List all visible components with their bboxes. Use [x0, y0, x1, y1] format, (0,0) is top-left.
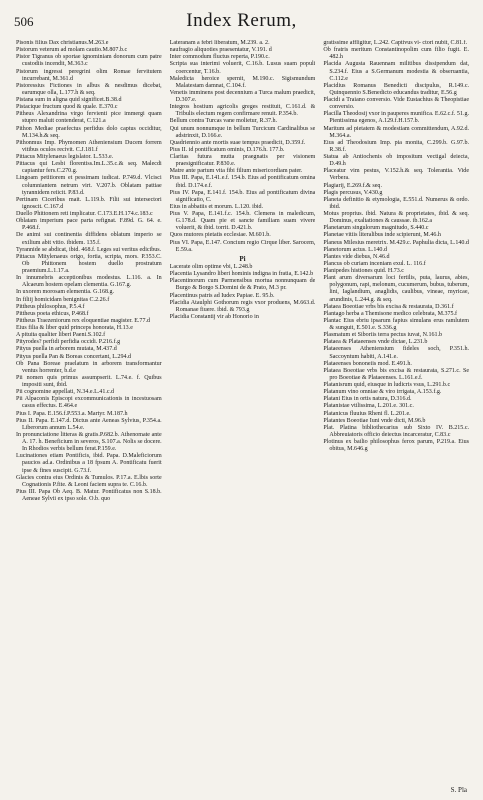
index-entry: Pius II. id pontificatum ominis, D.176.h. 177.b. [169, 146, 285, 153]
index-entry: Tyrannide se abdicat, ibid. 468.f. Leges sui veritus edicibus. [16, 246, 162, 253]
index-entry: Plataeenses bononeiis mod. E.491.h. [323, 360, 412, 367]
index-entry: Planeta definitio & etymologia, E.551.d. Numerus & ordo. ibid. [323, 196, 470, 210]
index-entry: Pius VI. Papa, E.147. Concium regio Cirque liber. Sarocem, E.59.a. [169, 239, 316, 253]
index-column-left [16, 40, 162, 778]
index-entry: Pius V. Papa, E.141.f.c. 154.b. Clemens in maledicum, G.178.d. Quam pie et sancte familiam suam vivere voluerit, & ibid. torrit. D.421.b. [169, 211, 316, 232]
index-entry: Pius I. Papa. E.156.f.P.553.a. Martyr. M.187.h [16, 410, 128, 417]
index-entry: Pithon Mediae praefectus perfidus dolo captus occiditur, M.134.h.& seq. [16, 125, 162, 139]
index-entry: Pithonmus Imp. Phymomen Atheniensium Ducem forrem vitibus oculos recivit. C.J.181.f [16, 139, 162, 153]
index-entry: Placida Augusta Rauennam militibus dissipendum dat, S.234.f. Eius a S.Germanum modestia & obseruantia, C.112.e [323, 61, 470, 82]
index-entry: Placeatur vim pestus, V.152.h.& seq. Tolerantia. Vide Verbera. [323, 168, 470, 182]
index-entry: Pii nomen quis primus assumpserit. L.74.e. f. Quibus impositi sunt, ibid. [16, 374, 162, 388]
index-entry: In innumebris acceptionibus modestus. L.116. a. In Alcaeum hostem opelam clementia. G.167.g. [16, 275, 162, 289]
index-entry: Oblatam imperium pace parta refignat. F.89d. G. 64. e. P.468.f. [16, 218, 162, 232]
index-entry: Pius IV. Papa, E.141.f. 154.b. Eius ad pontificatum divina significatio, C. [169, 189, 316, 203]
index-entry: Platantes Boeotiae Iuni vnde dicti, M.96.b [323, 417, 426, 424]
index-entry: Matre ante partum vita fibi filium misericordiam pater. [169, 168, 303, 175]
index-entry: Plotinus ex bailio philosophus ferox parum, P.219.a. Eius obitus, M.646.g [323, 439, 470, 453]
index-entry: Planetarum singulorum magnitudo, S.440.c [323, 225, 429, 232]
index-entry: Plasmatum et Siboriis terra pectus iuvat, N.161.b [323, 332, 443, 339]
index-entry: Plataea Boeotiae vrbs bis excisa & restaurata, S.271.c. Se pro Boeotiae & Plataeenses. L.161.e.f. [323, 367, 470, 381]
index-entry: Placentinorum cum Parmensibus mortua nonnunquam de Burgo & Borgo S.Domini de & Prato, M.3 pr. [169, 278, 316, 292]
index-entry: Placilla Theodosij vxor in pauperes munifica. E.62.c.f. 51.g. Pientissima egenos, A.129.f.H.157.b. [323, 111, 470, 125]
index-entry: Platanum vino omniae & viro irrigata, A.153.f.g. [323, 389, 442, 396]
index-columns [16, 40, 469, 778]
index-entry: Claritas futura mutta praegnatis per visionem praesignificatur. P.830.e. [169, 154, 316, 168]
index-entry: Pittacus qui Lesbi florentiss.Im.L.35.c.& seq. Malecdi capiantur fers.C.270.g. [16, 161, 162, 175]
index-entry: Lateranam a febri liberatum, M.239. a. 2. [169, 40, 270, 46]
section-letter: Pi [239, 254, 246, 263]
index-entry: Placidi a Traiano conversio. Vide Eustachius & Theopistiae conversio. [323, 97, 470, 111]
index-entry: Pertinam Ciceribus mait. L.119.b. Filii sui intersectori ignoscit. C.167.d [16, 196, 162, 210]
index-entry: Integros hostium agricolis greges restituit, C.161.d. & Tribulis electum regem confirmare renuit. P.354.b. [169, 104, 316, 118]
index-entry: Inter commodum fluctus reperta, P.190.c. [169, 54, 270, 61]
index-entry: Pittheus poeta ethicus, P.468.f [16, 310, 89, 317]
index-entry: Duello Phittonem reti implicatur. C.173.E.H.174.c.183.c [16, 211, 153, 217]
index-entry: Plat. Platina bibliothecarius sub Sixto IV. B.215.c. Abbreuiatoris officio deiectus incarceratur, C.83.c [323, 424, 470, 438]
index-entry: Planipedes histiones quid. H.73.c [323, 268, 404, 274]
index-entry: Plantes vide diebus, N.46.d [323, 253, 390, 260]
index-entry: Bellum contra Turcas vane molietur, R.37.h. [169, 118, 278, 125]
page-header [14, 10, 469, 38]
index-entry: Statua ab Antiochenis ob impositum vectigal deiecta, D.49.h [323, 154, 470, 168]
index-entry: Plataea & Plataeenses vnde dictae, L.231.b [323, 339, 428, 346]
index-entry: Scripta sua interimi voluerit, C.16.b. Lusus suam populi coercentur, T.16.b. [169, 61, 316, 75]
index-entry: Pistoressius Fictiones in albus & nesdimus dicebat, earumque olla, L.177.h & seq. [16, 82, 162, 96]
index-entry: Pittacus Mitylenaeus legislator. L.533.e. [16, 154, 114, 160]
index-entry: Plagiarij, E.269.f.& seq. [323, 182, 382, 189]
index-entry: Planeus Milesius meretrix. M.429.c. Paphulia dicta, L.140.d [323, 239, 469, 246]
index-entry: Plancus ob curiam inceniam exul. L. 116.f [323, 260, 426, 267]
index-entry: Pittheus Traezeniorum rex eloquentiae magister. E.77.d [16, 317, 151, 324]
index-entry: A pituita qualiter liberi Paeni.S.102.f [16, 332, 106, 339]
index-entry: Platanicus fluuius Rheni fl. L.201.e. [323, 410, 411, 417]
index-entry: Plant arum diversarum loci fertilis, puta, laurus, abies, polygonum, rapi, melonum, cucumerum, bubus, tuberum, lini, Iaglandium, anaglidis, caulibus, vineae, myricae, arundinis, L.244.g. & seq. [323, 275, 470, 303]
index-entry: gratissime affligitur, L.242. Captivus vi- ctori nubit, C.81.f. [323, 40, 468, 46]
index-entry: In pronunciatione litteras & gratis.P.682.b. Athenomate ante A. 17. h. Beneficium in severos, S.107.a. Nolis se docere. In Rhodios verbis bellum ferat.P.159.e. [16, 431, 162, 453]
index-entry: Placidia Constantij vir ab Honorio in [169, 313, 259, 320]
index-entry: Platanistae vtilissima, L.201.e. 301.c. [323, 403, 414, 410]
index-entry: Qui unum nonnumque in bellum Turcicum Cardinalibus se adstrinxit, D.166.e. [169, 125, 316, 139]
index-entry: Pistorum veterum ad molam cautio.M.807.b.c [16, 47, 128, 54]
index-entry: Motus proprius. ibid. Natura & proprietates, ibid. & seq. Dominus, exaltationes & caussae. ib.162.a [323, 211, 470, 225]
index-entry: Ob Pana Boreae praelatum in arborem transformantur ventus horrenter, b.d.e [16, 360, 162, 374]
index-entry: Pius III. Papa Ob Aeq. B. Matur. Pontificatus non S.18.b. Aeneae Sylvii ex ipso sole. O.b. quo [16, 488, 162, 502]
index-entry: Plataea Boeotiae vrbs bis excisa & restaurata, D.361.f [323, 303, 454, 310]
index-entry: Placidia Ataulphi Gothorum regis vxor produens, M.663.d. Romanae fiuere. ibid. & 793.g [169, 299, 316, 313]
index-entry: Pistorum ingressi peregrini olim Romae fervitutem incurrebant, M.361.d [16, 68, 162, 82]
index-entry: Plantac Eius ebriu ipsarum fapius simulans erus ramlutem & sunguit, E.501.e. S.336.g [323, 317, 470, 331]
index-entry: In uxorem morosam elementia. G.168.g. [16, 289, 115, 296]
index-entry: Planetae vitiis literalibus inde scipierunt, M.46.h [323, 232, 441, 239]
index-entry: Platanisrum quid, eiusque in ludicris vsus, L.291.b.c [323, 382, 451, 388]
index-column-middle [170, 40, 316, 778]
index-entry: Pittheus philosophus, P.5.4.f [16, 303, 85, 310]
index-entry: Plagis percusus, V.430.g [323, 189, 383, 196]
index-entry: Plataeenses Atheniensium fideles soch, P.351.h. Saccoyntum habiti, A.141.e. [323, 346, 470, 360]
index-column-right [323, 40, 469, 778]
catchword: S. Pla [450, 786, 467, 794]
index-entry: De animi sui continentia diffidens oblatum imperio se exilium abit vitio. ibidem. 135.f. [16, 232, 162, 246]
page-number: 506 [14, 14, 34, 29]
index-entry: Eius in abbatiis et morum. L.120. ibid. [169, 203, 264, 210]
index-entry: Pitheus Alexandrina virgo fervienti pice immergi quam stupro maluit contenderat, C.121.a [16, 111, 162, 125]
index-entry: Platani Eius in ortis natura, D.316.d. [323, 396, 412, 403]
index-entry: Plantago herba a Themisone medico celebrata, M.375.f [323, 310, 458, 317]
index-entry: Pii Alpaconis Episcopi excommunicationis in incestuosam casus effectus. E.464.e [16, 396, 162, 410]
running-title: Index Rerum, [186, 10, 297, 31]
index-entry: Pisonis filius Dax christianus.M.263.e [16, 40, 109, 46]
index-entry: Pius III. Papa, E.141.e.f. 154.b. Eius ad pontificatum omina ibid. D.174.e.f. [169, 175, 316, 189]
index-entry: Lucinationes etiam Pontificis, ibid. Papa. D.Maleficiorum paucios ad.a. Ordinibus a 18 fpsum A. Pontificatu fuerit ipse & fines suscipit. G.73.f. [16, 453, 162, 474]
index-entry: Eius ad Theodosium Imp. pia monita, C.299.b. G.97.b. R.38.f. [323, 139, 470, 153]
index-entry: naufragio aliquoties praesentatur, V.191. d [169, 47, 272, 54]
index-entry: Planetorum actus. L.140.d [323, 246, 387, 253]
index-entry: Pityus puella in arborem mutata, M.437.d [16, 346, 117, 353]
index-entry: Pittacus Mitylenaeus origo, fortia, scripta, mors. P.353.C. Ob Phittonem hostem duello prostratum praemium.L.1.17.a. [16, 253, 162, 274]
index-entry: Venetis imminens post decennium a Turca malum praedicit, D.307.e. [169, 89, 316, 103]
index-entry: Pistor Tigranus ob sportae ignominiam donorum cum patre custodiis incendit, M.363.c [16, 54, 162, 68]
index-entry: Placentinus patris ad Iudex Papiae. E. 95.b. [169, 292, 275, 299]
index-entry: Ob fratris meritum Constantinopolim cum filio fugit. E. 482.h [323, 47, 470, 61]
index-entry: Lingoam petitiorem et pessimam iudicat. P.749.d. Vlcisci columniantem netrum virt. V.207.b. Oblatam pattiae tyrannidem reiicit. P.83.d. [16, 175, 162, 196]
index-entry: In filiij homicidam benignitas C.2.26.f [16, 296, 110, 303]
index-entry: Glacies contra eius Ordinis & Tumulos. P.17.a. E.lbis sorte Cognationis P.fite. & Leoni faciem supra te. C.16.b. [16, 474, 162, 488]
index-entry: Pii cognomine appellati, N.34.e.L.41.c.d [16, 389, 115, 396]
index-entry: Pityrodes? perfidi perfidia occidi. P.216.f.g [16, 339, 121, 346]
index-entry: Placentia Lysandro liberi hominis indigna in fratia, E.142.b [169, 271, 314, 278]
index-entry: Lacerate olim optime vbi, L.248.b [169, 264, 253, 270]
index-entry: Pius II. Papa. E.147.d. Dictus ante Aeneas Sylvius, P.354.a. Liberorum annum L.54.e. [16, 417, 162, 431]
index-entry: Maledicta heroice spernit, M.190.c. Sigismundum Malatestam damnat, C.104.f. [169, 75, 316, 89]
index-entry: Maritum ad pietatem & modestiam committendum, A.92.d. M.364.a. [323, 125, 470, 139]
index-entry: Placidius Romanus Benedicti discipulus, R.149.c. Quinquennio S.Benedicto educandus traditur, E.56.g [323, 82, 470, 96]
index-entry: Pityus puella Pan & Boreas concertant, L.294.d [16, 353, 132, 360]
index-entry: Quos mutores pietatis ecclesiae. M.601.b. [169, 232, 271, 239]
index-entry: Quadriennio ante mortis suae tempus praedicit, D.359.f. [169, 139, 306, 146]
index-entry: Pistana sum in aligna quid significet.B.38.d [16, 97, 122, 103]
index-entry: Pistacique fructum quod & quale. E.370.c [16, 104, 118, 111]
index-entry: Eius filia & liber quid princeps honorata, H.13.e [16, 325, 133, 331]
